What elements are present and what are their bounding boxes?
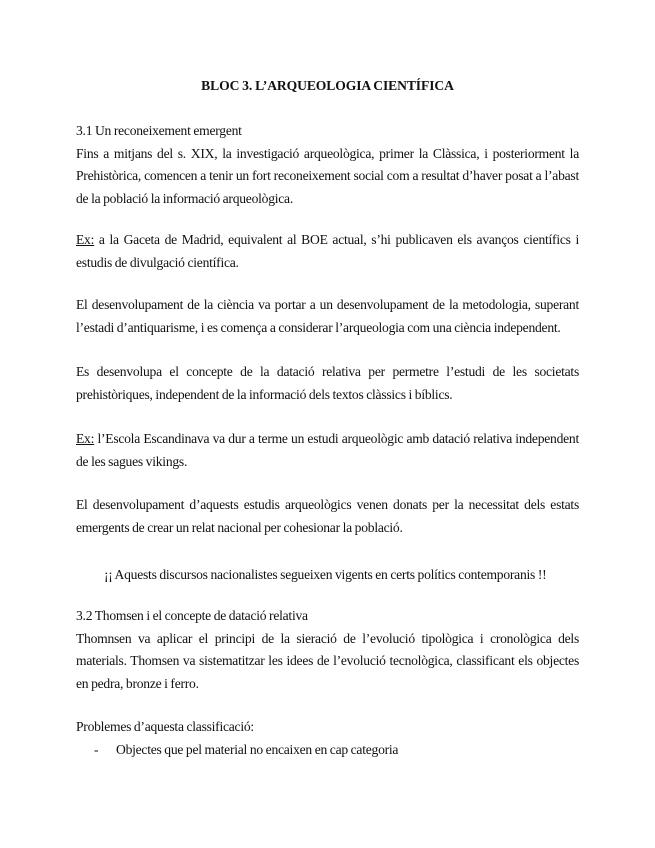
section-1: [76, 120, 579, 210]
section-1-heading: 3.1 Un reconeixement emergent: [76, 123, 242, 138]
section-1-paragraph-4: El desenvolupament d’aquests estudis arqueològics venen donats per la necessitat dels estats emergents de crear un relat nacional per cohesionar la població.: [76, 497, 579, 535]
example-1: [76, 229, 579, 274]
example-1-label: Ex:: [76, 232, 95, 247]
section-1-paragraph-3: Es desenvolupa el concepte de la datació relativa per permetre l’estudi de les societats prehistòriques, independent de la informació dels textos clàssics i bíblics.: [76, 364, 579, 402]
problems-heading: Problemes d’aquesta classificació:: [76, 719, 254, 734]
section-1-paragraph-2: El desenvolupament de la ciència va portar a un desenvolupament de la metodologia, superant l’estadi d’antiquarisme, i es comença a considerar l’arqueologia com una ciència independent.: [76, 297, 579, 335]
section-1-paragraph-1: Fins a mitjans del s. XIX, la investigació arqueològica, primer la Clàssica, i posteriorment la Prehistòrica, comencen a tenir un fort reconeixement social com a resultat d’haver posat a l’abast de la població la informació arqueològica.: [76, 145, 579, 206]
bullet-text: Objectes que pel material no encaixen en cap categoria: [116, 742, 399, 757]
bullet-marker: -: [94, 742, 99, 757]
document-title: BLOC 3. L’ARQUEOLOGIA CIENTÍFICA: [201, 78, 454, 93]
example-2-label: Ex:: [76, 431, 95, 446]
example-2: [76, 428, 579, 473]
warning-note: ¡¡ Aquests discursos nacionalistes segueixen vigents en certs polítics contemporanis !!: [104, 567, 547, 582]
list-item: [94, 739, 579, 762]
section-2-heading: 3.2 Thomsen i el concepte de datació relativa: [76, 608, 308, 623]
example-1-text: a la Gaceta de Madrid, equivalent al BOE actual, s’hi publicaven els avanços científics i estudis de divulgació científica.: [76, 232, 579, 270]
example-2-text: l’Escola Escandinava va dur a terme un estudi arqueològic amb datació relativa independent de les sagues vikings.: [76, 431, 579, 469]
section-2-paragraph-1: Thomnsen va aplicar el principi de la sieració de l’evolució tipològica i cronològica dels materials. Thomsen va sistematitzar les idees de l’evolució tecnològica, classificant els objectes en pedra, bronze i ferro.: [76, 630, 579, 691]
section-2: [76, 605, 579, 695]
